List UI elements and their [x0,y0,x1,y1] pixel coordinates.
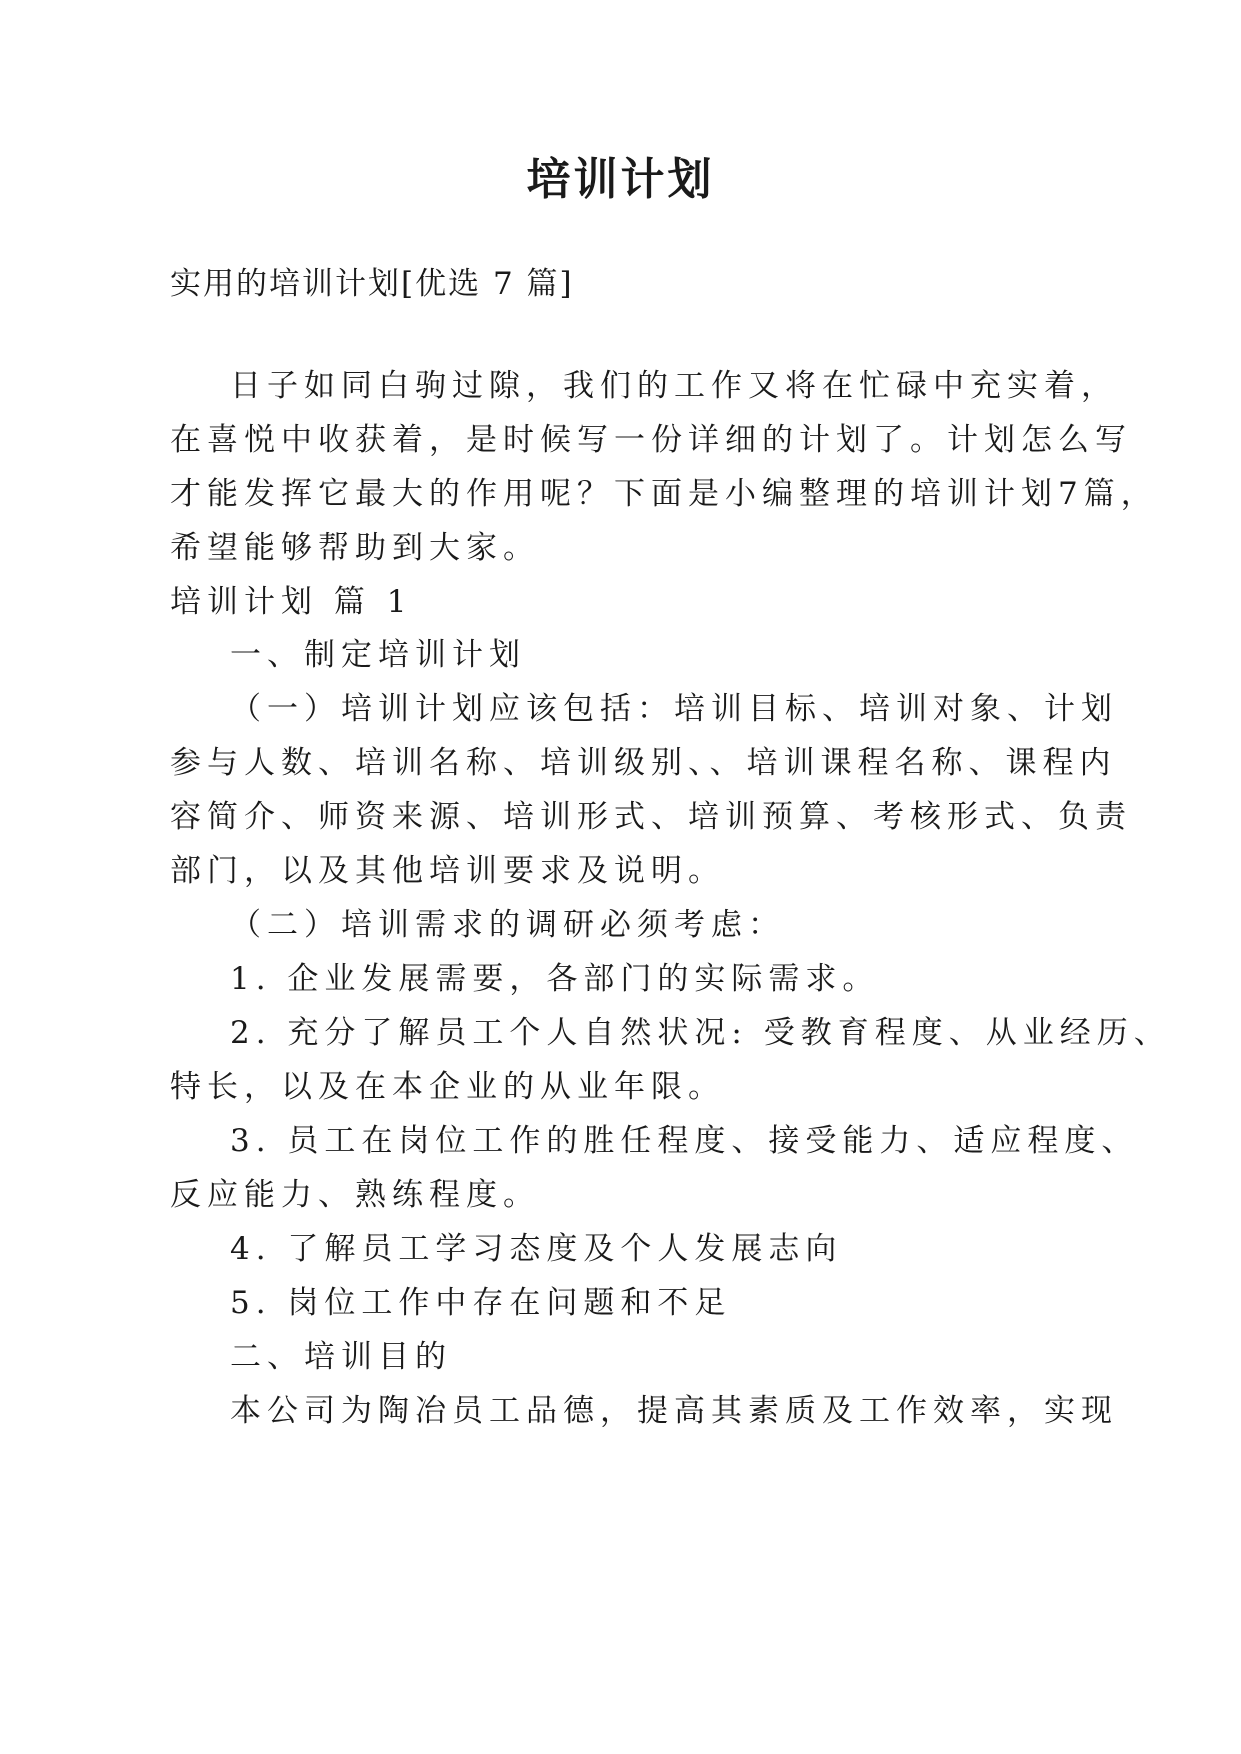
item2-heading: （二）培训需求的调研必须考虑： [230,907,785,943]
document-title: 培训计划 [526,154,715,205]
last-line: 本公司为陶冶员工品德，提高其素质及工作效率，实现 [230,1393,1118,1429]
document-subtitle: 实用的培训计划[优选 7 篇] [170,266,574,302]
intro-line-4: 希望能够帮助到大家。 [170,530,540,566]
list-item-3-line-2: 反应能力、熟练程度。 [170,1177,540,1213]
list-item-5: 5. 岗位工作中存在问题和不足 [230,1285,732,1321]
intro-line-2: 在喜悦中收获着，是时候写一份详细的计划了。计划怎么写 [170,422,1132,458]
list-item-3-line-1: 3. 员工在岗位工作的胜任程度、接受能力、适应程度、 [230,1123,1139,1159]
part1-heading: 一、制定培训计划 [230,637,526,673]
item1-line-1: （一）培训计划应该包括：培训目标、培训对象、计划 [230,691,1118,727]
intro-line-3: 才能发挥它最大的作用呢？下面是小编整理的培训计划7篇， [170,476,1158,512]
list-item-2-line-1: 2. 充分了解员工个人自然状况: 受教育程度、从业经历、 [230,1015,1171,1051]
part2-heading: 二、培训目的 [230,1339,452,1375]
list-item-2-line-2: 特长，以及在本企业的从业年限。 [170,1069,725,1105]
list-item-4: 4. 了解员工学习态度及个人发展志向 [230,1231,843,1267]
item1-line-2: 参与人数、培训名称、培训级别、、培训课程名称、课程内 [170,745,1117,781]
item1-line-4: 部门，以及其他培训要求及说明。 [170,853,725,889]
section-heading: 培训计划 篇 1 [170,584,413,620]
list-item-1: 1. 企业发展需要，各部门的实际需求。 [230,961,880,997]
intro-line-1: 日子如同白驹过隙，我们的工作又将在忙碌中充实着， [230,368,1118,404]
item1-line-3: 容简介、师资来源、培训形式、培训预算、考核形式、负责 [170,799,1132,835]
